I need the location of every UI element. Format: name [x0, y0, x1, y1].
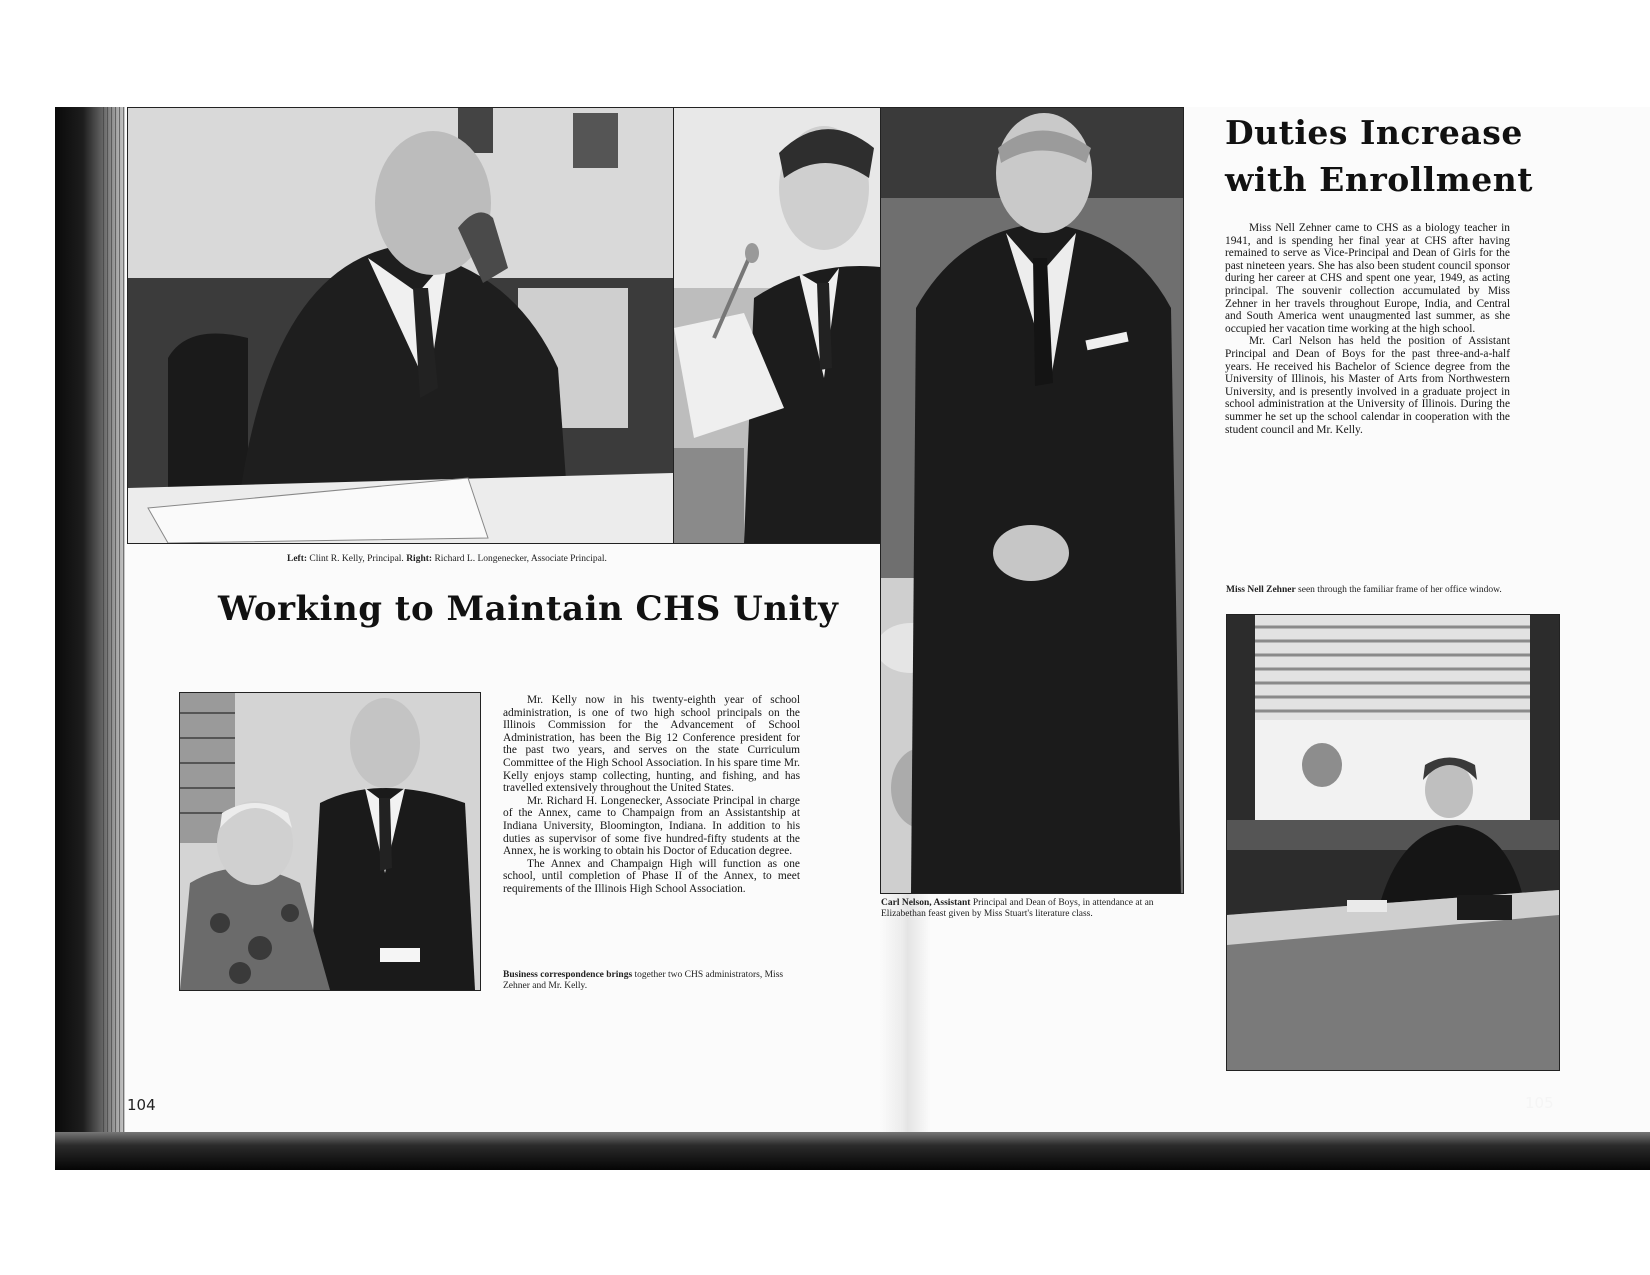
photo-carl-nelson	[880, 107, 1184, 894]
page-number-right: 105	[1525, 1094, 1554, 1112]
caption-nelson-label: Carl Nelson, Assistant	[881, 898, 971, 908]
paragraph-zehner: Miss Nell Zehner came to CHS as a biology teacher in 1941, and is spending her final year at CHS after having remained to serve as Vice-Principal and Dean of Girls for the past nineteen years. She has also been student council sponsor during her career at CHS and spent one year, 1949, as acting principal. The souvenir collection accumulated by Miss Zehner in her travels throughout Europe, India, and Central and South America went unaugmented last summer, as she occupied her vacation time working at the high school.	[1225, 222, 1510, 335]
caption-kelly-longenecker	[287, 554, 757, 565]
headline-line-2: with Enrollment	[1225, 160, 1533, 199]
body-text-left	[503, 694, 800, 896]
photo-zehner-kelly-correspondence	[179, 692, 481, 991]
caption-right-text: Richard L. Longenecker, Associate Principal.	[434, 554, 607, 564]
caption-carl-nelson	[881, 898, 1181, 920]
photo-kelly-telephone	[127, 107, 674, 544]
photo-zehner-office-window	[1226, 614, 1560, 1071]
caption-business-correspondence	[503, 970, 803, 992]
caption-zehner-label: Miss Nell Zehner	[1226, 585, 1296, 595]
caption-business-label: Business correspondence brings	[503, 970, 633, 980]
caption-left-label: Left:	[287, 554, 308, 564]
bottom-edge-shadow	[55, 1132, 1650, 1170]
caption-zehner-text: seen through the familiar frame of her office window.	[1298, 585, 1502, 595]
caption-right-label: Right:	[406, 554, 433, 564]
caption-nell-zehner	[1226, 585, 1511, 596]
yearbook-spread	[55, 107, 1650, 1170]
headline-chs-unity: Working to Maintain CHS Unity	[218, 589, 839, 629]
body-text-right	[1225, 222, 1510, 436]
paragraph-annex: The Annex and Champaign High will function as one school, until completion of Phase II of the Annex, to meet requirements of the Illinois High School Association.	[503, 857, 800, 895]
headline-duties-increase	[1225, 109, 1533, 203]
headline-line-1: Duties Increase	[1225, 113, 1523, 152]
caption-business-text: together two CHS administrators, Miss Zehner and Mr. Kelly.	[503, 970, 784, 991]
binding-texture	[103, 107, 127, 1170]
paragraph-longenecker: Mr. Richard H. Longenecker, Associate Principal in charge of the Annex, came to Champaign from an Assistantship at Indiana University, Bloomington, Indiana. In addition to his duties as supervisor of some five hundred-fifty students at the Annex, he is working to obtain his Doctor of Education degree.	[503, 794, 800, 858]
paragraph-kelly: Mr. Kelly now in his twenty-eighth year of school administration, is one of two high school principals on the Illinois Commission for the Advancement of School Administration, has been the Big 12 Conference president for the past two years, and serves on the state Curriculum Committee of the High School Association. In his spare time Mr. Kelly enjoys stamp collecting, hunting, and fishing, and has travelled extensively throughout the United States.	[503, 694, 800, 795]
photo-longenecker-reading	[673, 107, 895, 544]
caption-nelson-text: Principal and Dean of Boys, in attendance at an Elizabethan feast given by Miss Stuart's literature class.	[881, 898, 1154, 919]
caption-left-text: Clint R. Kelly, Principal.	[309, 554, 404, 564]
page-number-left: 104	[127, 1096, 156, 1114]
paragraph-nelson: Mr. Carl Nelson has held the position of Assistant Principal and Dean of Boys for the past three-and-a-half years. He received his Bachelor of Science degree from the University of Illinois, his Master of Arts from Northwestern University, and is presently involved in a graduate project in school administration at the University of Illinois. During the summer he set up the school calendar in cooperation with the student council and Mr. Kelly.	[1225, 335, 1510, 436]
